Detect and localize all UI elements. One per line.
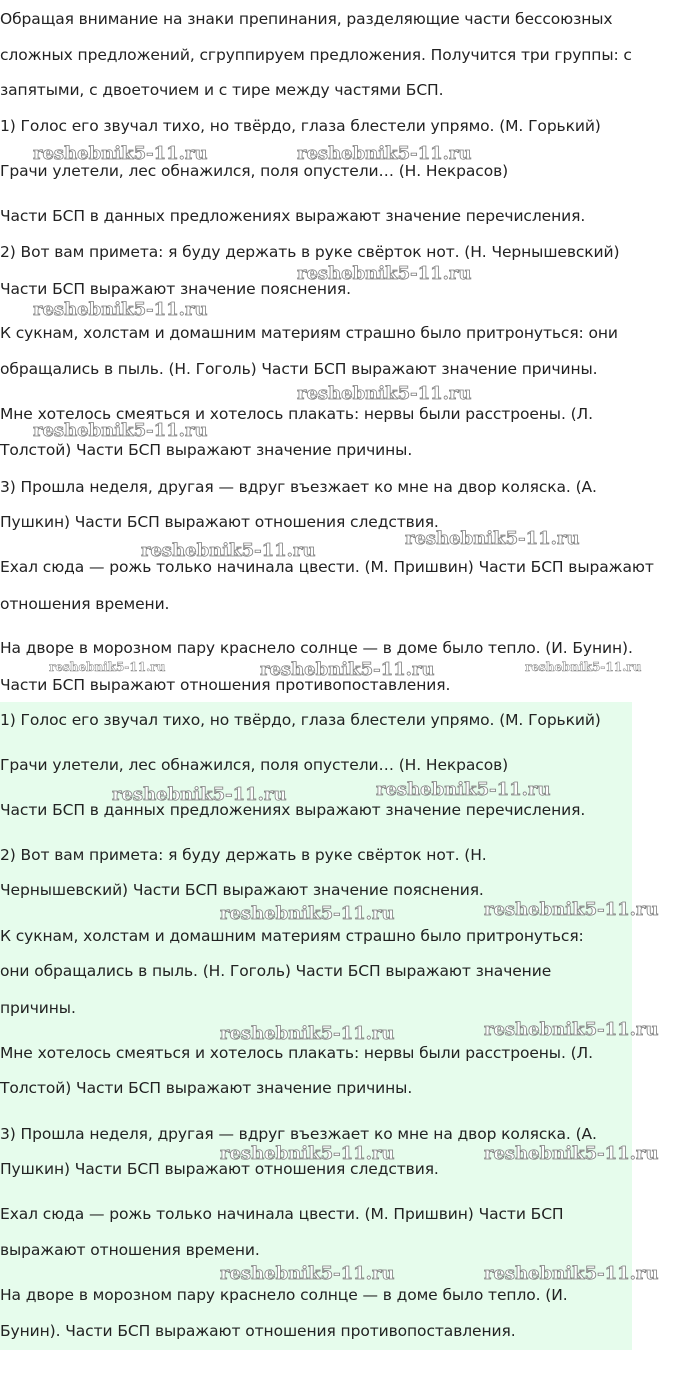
text-line: Чернышевский) Части БСП выражают значение пояснения. <box>0 881 484 899</box>
text-line: Части БСП выражают значение пояснения. <box>0 280 351 298</box>
watermark: reshebnik5-11.ru <box>376 779 551 800</box>
text-line: Толстой) Части БСП выражают значение причины. <box>0 1079 413 1097</box>
watermark: reshebnik5-11.ru <box>33 420 208 441</box>
text-line: Обращая внимание на знаки препинания, разделяющие части бессоюзных <box>0 10 613 28</box>
watermark: reshebnik5-11.ru <box>297 383 472 404</box>
text-line: Ехал сюда — рожь только начинала цвести. (М. Пришвин) Части БСП <box>0 1205 564 1223</box>
text-line: Мне хотелось смеяться и хотелось плакать: нервы были расстроены. (Л. <box>0 1044 593 1062</box>
text-line: Грачи улетели, лес обнажился, поля опустели… (Н. Некрасов) <box>0 756 509 774</box>
text-line: К сукнам, холстам и домашним материям страшно было притронуться: они <box>0 324 618 342</box>
watermark: reshebnik5-11.ru <box>484 1143 659 1164</box>
watermark: reshebnik5-11.ru <box>297 143 472 164</box>
text-line: 1) Голос его звучал тихо, но твёрдо, глаза блестели упрямо. (М. Горький) <box>0 711 601 729</box>
text-line: выражают отношения времени. <box>0 1241 260 1259</box>
watermark: reshebnik5-11.ru <box>33 299 208 320</box>
watermark: reshebnik5-11.ru <box>33 143 208 164</box>
text-line: отношения времени. <box>0 595 170 613</box>
watermark: reshebnik5-11.ru <box>220 1023 395 1044</box>
watermark: reshebnik5-11.ru <box>405 528 580 549</box>
text-line: 2) Вот вам примета: я буду держать в руке свёрток нот. (Н. <box>0 846 487 864</box>
text-line: сложных предложений, сгруппируем предложения. Получится три группы: с <box>0 46 632 64</box>
watermark: reshebnik5-11.ru <box>220 1263 395 1284</box>
text-line: Части БСП в данных предложениях выражают значение перечисления. <box>0 801 586 819</box>
text-line: Ехал сюда — рожь только начинала цвести. (М. Пришвин) Части БСП выражают <box>0 558 654 576</box>
watermark: reshebnik5-11.ru <box>220 903 395 924</box>
text-line: 2) Вот вам примета: я буду держать в руке свёрток нот. (Н. Чернышевский) <box>0 243 620 261</box>
watermark: reshebnik5-11.ru <box>141 540 316 561</box>
text-line: 1) Голос его звучал тихо, но твёрдо, глаза блестели упрямо. (М. Горький) <box>0 117 601 135</box>
text-line: причины. <box>0 999 76 1017</box>
watermark: reshebnik5-11.ru <box>484 1019 659 1040</box>
text-line: Толстой) Части БСП выражают значение причины. <box>0 441 413 459</box>
watermark: reshebnik5-11.ru <box>484 899 659 920</box>
text-line: Мне хотелось смеяться и хотелось плакать: нервы были расстроены. (Л. <box>0 405 593 423</box>
text-line: К сукнам, холстам и домашним материям страшно было притронуться: <box>0 927 584 945</box>
watermark: reshebnik5-11.ru <box>112 784 287 805</box>
text-line: обращались в пыль. (Н. Гоголь) Части БСП выражают значение причины. <box>0 360 598 378</box>
watermark: reshebnik5-11.ru <box>297 263 472 284</box>
watermark: reshebnik5-11.ru <box>525 660 642 674</box>
watermark: reshebnik5-11.ru <box>220 1143 395 1164</box>
text-line: Грачи улетели, лес обнажился, поля опустели… (Н. Некрасов) <box>0 162 509 180</box>
watermark: reshebnik5-11.ru <box>260 659 435 680</box>
text-line: Части БСП в данных предложениях выражают значение перечисления. <box>0 207 586 225</box>
text-line: На дворе в морозном пару краснело солнце — в доме было тепло. (И. <box>0 1286 568 1304</box>
text-line: запятыми, с двоеточием и с тире между частями БСП. <box>0 81 444 99</box>
text-line: Пушкин) Части БСП выражают отношения следствия. <box>0 513 439 531</box>
text-line: Пушкин) Части БСП выражают отношения следствия. <box>0 1160 439 1178</box>
watermark: reshebnik5-11.ru <box>484 1263 659 1284</box>
text-line: 3) Прошла неделя, другая — вдруг въезжает ко мне на двор коляска. (А. <box>0 478 597 496</box>
text-line: они обращались в пыль. (Н. Гоголь) Части БСП выражают значение <box>0 962 552 980</box>
watermark: reshebnik5-11.ru <box>49 660 166 674</box>
text-line: Бунин). Части БСП выражают отношения противопоставления. <box>0 1322 516 1340</box>
text-line: 3) Прошла неделя, другая — вдруг въезжает ко мне на двор коляска. (А. <box>0 1125 597 1143</box>
text-line: На дворе в морозном пару краснело солнце — в доме было тепло. (И. Бунин). <box>0 639 633 657</box>
text-line: Части БСП выражают отношения противопоставления. <box>0 676 451 694</box>
